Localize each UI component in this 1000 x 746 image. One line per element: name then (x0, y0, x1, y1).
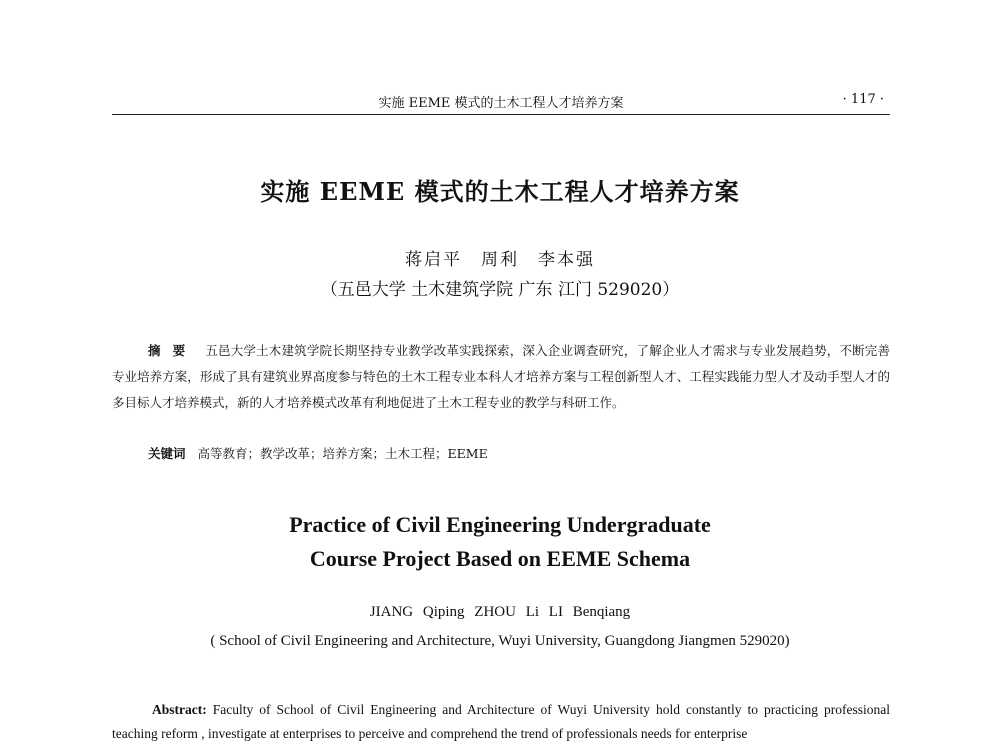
english-authors: JIANG Qiping ZHOU Li LI Benqiang (369, 604, 631, 620)
chinese-affiliation: （五邑大学 土木建筑学院 广东 江门 529020） (320, 280, 680, 300)
running-title: 实施 EEME 模式的土木工程人才培养方案 (378, 96, 624, 111)
chinese-authors: 蒋启平 周利 李本强 (405, 250, 595, 270)
english-abstract-label: Abstract: (152, 702, 207, 717)
chinese-title: 实施 EEME 模式的土木工程人才培养方案 (260, 177, 740, 206)
english-abstract (112, 698, 890, 746)
english-title-line-2: Course Project Based on EEME Schema (309, 546, 691, 571)
chinese-keywords-text: 高等教育；教学改革；培养方案；土木工程；EEME (197, 446, 488, 461)
running-header (112, 92, 890, 115)
english-abstract-text: Faculty of School of Civil Engineering and Architecture of Wuyi University hold constantly to practicing professional teaching reform , investigate at enterprises to perceive and comprehend the trend of professionals needs for enterprise (112, 702, 890, 741)
english-title (0, 508, 1000, 576)
page-number: · 117 · (842, 92, 884, 107)
chinese-abstract-label: 摘要 (148, 343, 198, 358)
chinese-keywords (148, 444, 488, 462)
chinese-abstract-text: 五邑大学土木建筑学院长期坚持专业教学改革实践探索，深入企业调查研究，了解企业人才需求与专业发展趋势，不断完善专业培养方案，形成了具有建筑业界高度参与特色的土木工程专业本科人才培养方案与工程创新型人才、工程实践能力型人才及动手型人才的多目标人才培养模式，新的人才培养模式改革有利地促进了土木工程专业的教学与科研工作。 (112, 343, 890, 410)
chinese-keywords-label: 关键词 (148, 446, 186, 461)
chinese-abstract (112, 338, 890, 416)
english-affiliation: ( School of Civil Engineering and Architecture, Wuyi University, Guangdong Jiangmen 529020) (210, 633, 790, 649)
english-title-line-1: Practice of Civil Engineering Undergraduate (289, 512, 711, 537)
